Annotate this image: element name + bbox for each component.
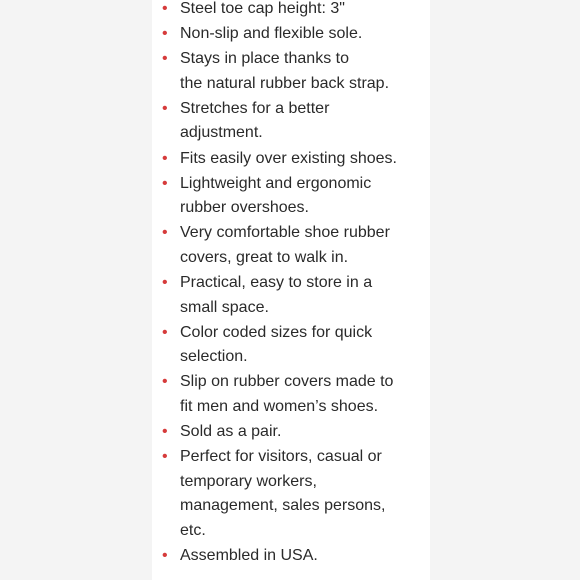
list-item <box>152 221 430 270</box>
list-item <box>152 271 430 320</box>
list-item <box>152 97 430 146</box>
bullet-icon: • <box>162 99 168 117</box>
list-item-text: Stays in place thanks to the natural rubber back strap. <box>180 50 390 92</box>
list-item <box>152 420 430 445</box>
list-item-text: Fits easily over existing shoes. <box>180 149 397 167</box>
list-item <box>152 445 430 543</box>
list-item-text: Very comfortable shoe rubber covers, great to walk in. <box>180 224 390 266</box>
bullet-icon: • <box>162 149 168 167</box>
list-item-text: Perfect for visitors, casual or temporary workers, management, sales persons, etc. <box>180 448 386 539</box>
list-item-text: Steel toe cap height: 3" <box>180 0 345 17</box>
product-description-panel <box>152 0 430 580</box>
list-item-text: Color coded sizes for quick selection. <box>180 323 373 366</box>
bullet-icon: • <box>162 423 168 441</box>
list-item-text: Assembled in USA. <box>180 547 318 565</box>
list-item-text: Slip on rubber covers made to fit men and women’s shoes. <box>180 373 394 415</box>
list-item-text: Practical, easy to store in a small space. <box>180 274 373 316</box>
bullet-icon: • <box>162 274 168 292</box>
bullet-icon: • <box>162 373 168 391</box>
bullet-icon: • <box>162 224 168 242</box>
bullet-icon: • <box>162 547 168 565</box>
list-item <box>152 22 430 47</box>
bullet-icon: • <box>162 448 168 466</box>
list-item-text: Sold as a pair. <box>180 423 282 441</box>
list-item <box>152 544 430 569</box>
list-item-text: Non-slip and flexible sole. <box>180 25 363 43</box>
list-item <box>152 172 430 221</box>
bullet-icon: • <box>162 25 168 43</box>
list-item <box>152 47 430 96</box>
bullet-icon: • <box>162 174 168 192</box>
bullet-icon: • <box>162 50 168 68</box>
feature-list <box>152 0 430 569</box>
list-item <box>152 147 430 172</box>
list-item-text: Stretches for a better adjustment. <box>180 99 330 142</box>
list-item <box>152 370 430 419</box>
bullet-icon: • <box>162 323 168 341</box>
list-item-text: Lightweight and ergonomic rubber overshoes. <box>180 174 372 217</box>
list-item <box>152 0 430 22</box>
bullet-icon: • <box>162 0 168 17</box>
list-item <box>152 321 430 370</box>
